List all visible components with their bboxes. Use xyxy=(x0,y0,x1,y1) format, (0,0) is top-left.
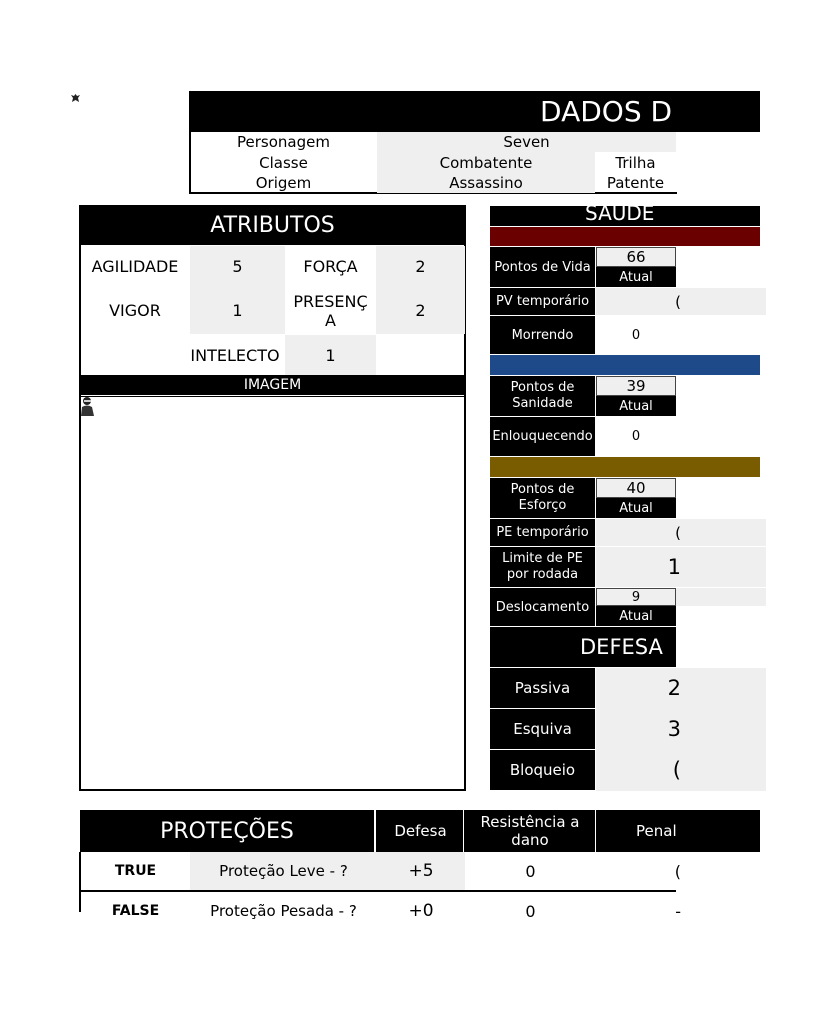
protecao-pesada-penal[interactable]: - xyxy=(675,901,681,921)
deslocamento-label: Deslocamento xyxy=(490,588,595,626)
pv-temp-value[interactable]: ( xyxy=(675,292,681,311)
deslocamento-row-bg xyxy=(676,588,766,606)
esquiva-label: Esquiva xyxy=(490,709,595,749)
protecao-leve-resistencia[interactable]: 0 xyxy=(525,861,536,881)
pontos-sanidade-label: Pontos de Sanidade xyxy=(490,376,595,416)
intelecto-value[interactable]: 1 xyxy=(285,335,376,375)
protecao-pesada-name[interactable]: Proteção Pesada - ? xyxy=(210,902,357,920)
protecao-pesada-defesa[interactable]: +0 xyxy=(408,901,434,921)
imagem-frame[interactable] xyxy=(81,396,465,790)
agilidade-value[interactable]: 5 xyxy=(190,246,285,287)
pontos-esforco-atual: Atual xyxy=(596,498,676,518)
vigor-value[interactable]: 1 xyxy=(190,287,285,334)
agilidade-label: AGILIDADE xyxy=(91,257,179,276)
saude-title: SAUDE xyxy=(585,201,655,225)
bloqueio-label: Bloqueio xyxy=(490,750,595,790)
vigor-label: VIGOR xyxy=(109,301,161,320)
protecao-leve-defesa[interactable]: +5 xyxy=(377,852,465,890)
protecoes-title: PROTEÇÕES xyxy=(80,810,376,852)
passiva-value[interactable]: 2 xyxy=(667,676,681,700)
enlouquecendo-label: Enlouquecendo xyxy=(490,417,595,456)
presenca-value[interactable]: 2 xyxy=(376,287,465,334)
classe-label: Classe xyxy=(259,153,308,172)
pontos-sanidade-atual: Atual xyxy=(596,396,676,416)
deslocamento-value[interactable]: 9 xyxy=(596,588,676,606)
atributos-title: ATRIBUTOS xyxy=(80,206,465,245)
esquiva-value[interactable]: 3 xyxy=(667,717,681,741)
pontos-vida-value[interactable]: 66 xyxy=(596,247,676,267)
protecao-leve-penal[interactable]: ( xyxy=(674,861,681,881)
origem-label: Origem xyxy=(255,174,312,192)
deslocamento-atual: Atual xyxy=(596,606,676,626)
pontos-esforco-label: Pontos de Esforço xyxy=(490,478,595,518)
pv-temp-label: PV temporário xyxy=(490,288,595,315)
limite-pe-label: Limite de PE por rodada xyxy=(490,547,595,587)
header-title: DADOS D xyxy=(540,95,673,128)
morrendo-value[interactable]: 0 xyxy=(631,327,641,343)
forca-label: FORÇA xyxy=(303,257,358,276)
intelecto-label: INTELECTO xyxy=(190,345,280,365)
patente-label: Patente xyxy=(606,174,665,192)
forca-value[interactable]: 2 xyxy=(376,246,465,287)
enlouquecendo-value[interactable]: 0 xyxy=(631,429,641,444)
pontos-sanidade-value[interactable]: 39 xyxy=(596,376,676,396)
trilha-label: Trilha xyxy=(615,153,656,172)
personagem-label: Personagem xyxy=(237,133,330,151)
personagem-value[interactable]: Seven xyxy=(377,132,676,152)
col-resistencia-header: Resistência a dano xyxy=(465,810,596,852)
col-defesa-header: Defesa xyxy=(378,810,464,852)
character-image-icon xyxy=(80,396,95,416)
morrendo-label: Morrendo xyxy=(490,316,595,354)
protecao-leve-flag[interactable]: TRUE xyxy=(114,863,157,879)
pontos-esforco-value[interactable]: 40 xyxy=(596,478,676,498)
presenca-label: PRESENÇ A xyxy=(293,291,368,330)
pontos-vida-atual: Atual xyxy=(596,267,676,287)
origem-value[interactable]: Assassino xyxy=(377,173,595,193)
bloqueio-value[interactable]: ( xyxy=(672,758,681,782)
imagem-title: IMAGEM xyxy=(80,375,465,395)
col-penal-header: Penal xyxy=(636,822,677,840)
protecao-pesada-resistencia[interactable]: 0 xyxy=(525,901,536,921)
pe-temp-label: PE temporário xyxy=(490,519,595,546)
defesa-title: DEFESA xyxy=(580,635,663,659)
classe-value[interactable]: Combatente xyxy=(377,152,595,173)
limite-pe-value[interactable]: 1 xyxy=(667,555,681,579)
pe-temp-value[interactable]: ( xyxy=(675,523,681,542)
protecao-leve-name[interactable]: Proteção Leve - ? xyxy=(190,852,377,890)
pontos-vida-label: Pontos de Vida xyxy=(490,247,595,287)
protecao-pesada-flag[interactable]: FALSE xyxy=(111,903,160,919)
passiva-label: Passiva xyxy=(490,668,595,708)
